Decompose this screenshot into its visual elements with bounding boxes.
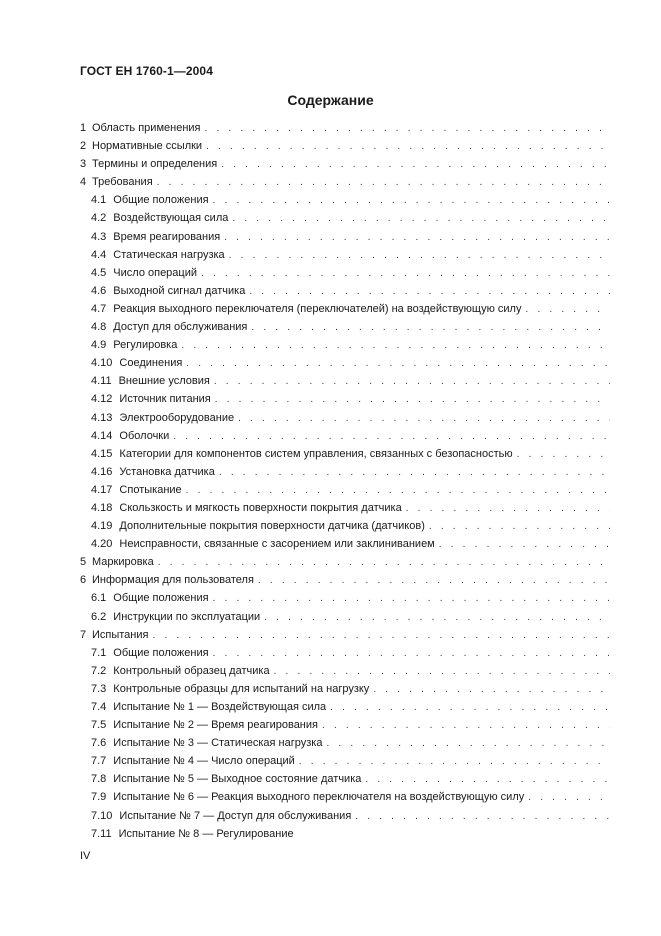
toc-dot-leader bbox=[215, 394, 610, 405]
toc-entry[interactable] bbox=[80, 773, 610, 791]
toc-entry[interactable] bbox=[80, 158, 610, 176]
toc-dot-leader bbox=[251, 322, 610, 333]
toc-entry-number: 7.4 bbox=[91, 701, 107, 713]
toc-entry-number: 4.19 bbox=[91, 520, 113, 533]
toc-entry-number: 4.11 bbox=[91, 375, 112, 388]
toc-entry[interactable] bbox=[80, 231, 610, 249]
toc-entry[interactable] bbox=[80, 122, 610, 140]
toc-dot-leader bbox=[213, 648, 610, 659]
toc-entry[interactable] bbox=[80, 285, 610, 303]
toc-entry-label: Выходной сигнал датчика bbox=[113, 284, 246, 297]
toc-dot-leader bbox=[258, 575, 610, 586]
toc-dot-leader bbox=[213, 195, 610, 206]
toc-entry-label: Реакция выходного переключателя (переключателей) на воздействующую силу bbox=[113, 302, 522, 315]
toc-entry-label: Установка датчика bbox=[119, 465, 215, 478]
toc-dot-leader bbox=[299, 756, 610, 767]
toc-entry[interactable] bbox=[80, 140, 610, 158]
toc-dot-leader bbox=[264, 612, 610, 623]
toc-dot-leader bbox=[214, 376, 610, 387]
toc-entry-label: Испытание № 2 — Время реагирования bbox=[113, 719, 318, 732]
toc-entry[interactable] bbox=[80, 647, 610, 665]
toc-dot-leader bbox=[429, 521, 610, 532]
toc-dot-leader bbox=[186, 358, 610, 369]
toc-entry-number: 3 bbox=[80, 158, 87, 171]
toc-entry[interactable] bbox=[80, 828, 610, 846]
toc-dot-leader bbox=[439, 539, 610, 550]
toc-entry-number: 5 bbox=[80, 556, 87, 569]
toc-dot-leader bbox=[517, 449, 610, 460]
toc-entry-number: 6.1 bbox=[91, 592, 107, 605]
toc-entry-number: 7.10 bbox=[91, 809, 113, 822]
toc-entry-number: 4.17 bbox=[91, 483, 113, 496]
toc-entry[interactable] bbox=[80, 176, 610, 194]
toc-entry-label: Испытания bbox=[92, 628, 149, 641]
toc-entry[interactable] bbox=[80, 249, 610, 267]
toc-entry-label: Требования bbox=[92, 176, 153, 189]
toc-entry-label: Источник питания bbox=[119, 393, 211, 406]
toc-entry-label: Скользкость и мягкость поверхности покрытия датчика bbox=[119, 501, 402, 514]
toc-entry-label: Число операций bbox=[113, 266, 198, 279]
toc-entry[interactable] bbox=[80, 194, 610, 212]
toc-entry-number: 7.3 bbox=[91, 682, 107, 695]
toc-entry-label: Область применения bbox=[92, 122, 201, 134]
toc-entry-label: Нормативные ссылки bbox=[92, 140, 203, 153]
toc-entry-label: Испытание № 7 — Доступ для обслуживания bbox=[119, 809, 352, 822]
toc-entry[interactable] bbox=[80, 430, 610, 448]
toc-dot-leader bbox=[221, 159, 610, 170]
toc-entry-label: Контрольный образец датчика bbox=[113, 664, 270, 677]
toc-entry[interactable] bbox=[80, 212, 610, 230]
toc-entry[interactable] bbox=[80, 375, 610, 393]
toc-title: Содержание bbox=[287, 92, 374, 108]
toc-entry-number: 4.16 bbox=[91, 465, 113, 478]
toc-entry[interactable] bbox=[80, 502, 610, 520]
toc-entry-label: Испытание № 8 — Регулирование bbox=[118, 827, 294, 840]
toc-dot-leader bbox=[249, 286, 610, 297]
toc-dot-leader bbox=[238, 413, 610, 424]
toc-entry-number: 7.5 bbox=[91, 719, 107, 732]
toc-entry-label: Неисправности, связанные с засорением или заклиниванием bbox=[119, 538, 435, 551]
toc-dot-leader bbox=[213, 593, 610, 604]
toc-entry[interactable] bbox=[80, 520, 610, 538]
toc-entry[interactable] bbox=[80, 701, 610, 719]
toc-entry-label: Испытание № 6 — Реакция выходного переключателя на воздействующую силу bbox=[113, 791, 525, 804]
toc-entry-number: 7.1 bbox=[91, 646, 107, 659]
toc-entry[interactable] bbox=[80, 810, 610, 828]
toc-entry-number: 4.1 bbox=[91, 194, 107, 207]
toc-entry-number: 4.4 bbox=[91, 248, 107, 261]
toc-entry[interactable] bbox=[80, 791, 610, 809]
toc-dot-leader bbox=[326, 738, 610, 749]
toc-entry-label: Соединения bbox=[119, 357, 183, 370]
toc-entry[interactable] bbox=[80, 556, 610, 574]
toc-entry-label: Информация для пользователя bbox=[92, 574, 254, 587]
toc-entry-number: 4 bbox=[80, 176, 87, 189]
toc-entry[interactable] bbox=[80, 737, 610, 755]
toc-entry-label: Испытание № 5 — Выходное состояние датчика bbox=[113, 773, 362, 786]
table-of-contents bbox=[80, 122, 610, 846]
toc-dot-leader bbox=[152, 630, 610, 641]
toc-entry[interactable] bbox=[80, 303, 610, 321]
toc-entry-number: 7.9 bbox=[91, 791, 107, 804]
toc-entry-number: 6 bbox=[80, 574, 87, 587]
toc-entry[interactable] bbox=[80, 538, 610, 556]
toc-entry-label: Дополнительные покрытия поверхности датчика (датчиков) bbox=[119, 520, 425, 533]
toc-entry-label: Испытание № 1 — Воздействующая сила bbox=[113, 701, 327, 713]
toc-entry-number: 4.13 bbox=[91, 411, 113, 424]
toc-entry-label: Контрольные образцы для испытаний на нагрузку bbox=[113, 682, 370, 695]
toc-entry-number: 4.20 bbox=[91, 538, 113, 551]
toc-entry[interactable] bbox=[80, 321, 610, 339]
toc-entry-number: 2 bbox=[80, 140, 87, 153]
toc-entry-number: 4.18 bbox=[91, 501, 113, 514]
toc-dot-leader bbox=[157, 177, 610, 188]
toc-entry-label: Спотыкание bbox=[119, 483, 182, 496]
toc-dot-leader bbox=[322, 720, 610, 731]
toc-dot-leader bbox=[201, 268, 610, 279]
toc-entry[interactable] bbox=[80, 412, 610, 430]
toc-entry[interactable] bbox=[80, 611, 610, 629]
toc-entry[interactable] bbox=[80, 466, 610, 484]
toc-dot-leader bbox=[224, 232, 610, 243]
toc-entry-label: Оболочки bbox=[119, 429, 170, 442]
toc-entry-number: 6.2 bbox=[91, 610, 107, 623]
toc-dot-leader bbox=[365, 774, 610, 785]
toc-entry-number: 7.8 bbox=[91, 773, 107, 786]
toc-dot-leader bbox=[232, 213, 610, 224]
toc-entry[interactable] bbox=[80, 719, 610, 737]
toc-entry-number: 1 bbox=[80, 122, 87, 134]
document-code: ГОСТ ЕН 1760-1—2004 bbox=[80, 64, 213, 78]
toc-entry-label: Внешние условия bbox=[118, 375, 210, 388]
toc-entry-label: Время реагирования bbox=[113, 230, 221, 243]
toc-entry-label: Статическая нагрузка bbox=[113, 248, 225, 261]
toc-dot-leader bbox=[219, 467, 610, 478]
toc-entry-number: 4.6 bbox=[91, 284, 107, 297]
toc-entry-label: Доступ для обслуживания bbox=[113, 321, 248, 334]
toc-dot-leader bbox=[181, 340, 610, 351]
toc-dot-leader bbox=[205, 123, 611, 134]
toc-entry-label: Регулировка bbox=[113, 339, 178, 352]
toc-entry-label: Общие положения bbox=[113, 646, 209, 659]
toc-entry-number: 4.5 bbox=[91, 266, 107, 279]
toc-dot-leader bbox=[406, 503, 610, 514]
toc-dot-leader bbox=[206, 141, 610, 152]
page-number: IV bbox=[80, 850, 91, 862]
toc-entry-number: 4.2 bbox=[91, 212, 107, 225]
toc-dot-leader bbox=[355, 811, 610, 822]
toc-entry-number: 7.6 bbox=[91, 737, 107, 750]
toc-entry-label: Общие положения bbox=[113, 592, 209, 605]
toc-entry[interactable] bbox=[80, 267, 610, 285]
toc-entry-label: Испытание № 4 — Число операций bbox=[113, 755, 295, 768]
toc-entry-number: 4.7 bbox=[91, 302, 107, 315]
toc-entry[interactable] bbox=[80, 339, 610, 357]
toc-dot-leader bbox=[158, 557, 610, 568]
toc-entry-label: Категории для компонентов систем управления, связанных с безопасностью bbox=[119, 447, 513, 460]
toc-entry-number: 4.8 bbox=[91, 321, 107, 334]
toc-entry-number: 7 bbox=[80, 628, 87, 641]
toc-dot-leader bbox=[274, 666, 610, 677]
toc-entry-number: 4.12 bbox=[91, 393, 113, 406]
toc-entry[interactable] bbox=[80, 448, 610, 466]
toc-dot-leader bbox=[373, 684, 610, 695]
toc-dot-leader bbox=[330, 702, 610, 713]
toc-dot-leader bbox=[229, 250, 610, 261]
toc-dot-leader bbox=[528, 792, 610, 803]
toc-entry[interactable] bbox=[80, 629, 610, 647]
toc-dot-leader bbox=[186, 485, 610, 496]
toc-entry-label: Инструкции по эксплуатации bbox=[113, 610, 261, 623]
toc-entry-number: 7.7 bbox=[91, 755, 107, 768]
toc-entry-number: 7.2 bbox=[91, 664, 107, 677]
toc-entry[interactable] bbox=[80, 683, 610, 701]
toc-entry[interactable] bbox=[80, 574, 610, 592]
toc-entry[interactable] bbox=[80, 484, 610, 502]
toc-entry[interactable] bbox=[80, 592, 610, 610]
toc-entry[interactable] bbox=[80, 755, 610, 773]
toc-entry-label: Маркировка bbox=[92, 556, 154, 569]
toc-entry-label: Общие положения bbox=[113, 194, 209, 207]
toc-entry-number: 4.9 bbox=[91, 339, 107, 352]
toc-entry-number: 7.11 bbox=[91, 827, 112, 840]
toc-entry-label: Электрооборудование bbox=[119, 411, 235, 424]
toc-entry-label: Испытание № 3 — Статическая нагрузка bbox=[113, 737, 323, 750]
toc-entry-number: 4.10 bbox=[91, 357, 113, 370]
toc-entry-number: 4.15 bbox=[91, 447, 113, 460]
toc-entry-label: Воздействующая сила bbox=[113, 212, 229, 225]
toc-entry-label: Термины и определения bbox=[92, 158, 218, 171]
toc-dot-leader bbox=[525, 304, 610, 315]
toc-entry[interactable] bbox=[80, 357, 610, 375]
toc-entry-number: 4.14 bbox=[91, 429, 113, 442]
toc-entry[interactable] bbox=[80, 393, 610, 411]
toc-entry[interactable] bbox=[80, 665, 610, 683]
toc-entry-number: 4.3 bbox=[91, 230, 107, 243]
toc-dot-leader bbox=[173, 431, 610, 442]
